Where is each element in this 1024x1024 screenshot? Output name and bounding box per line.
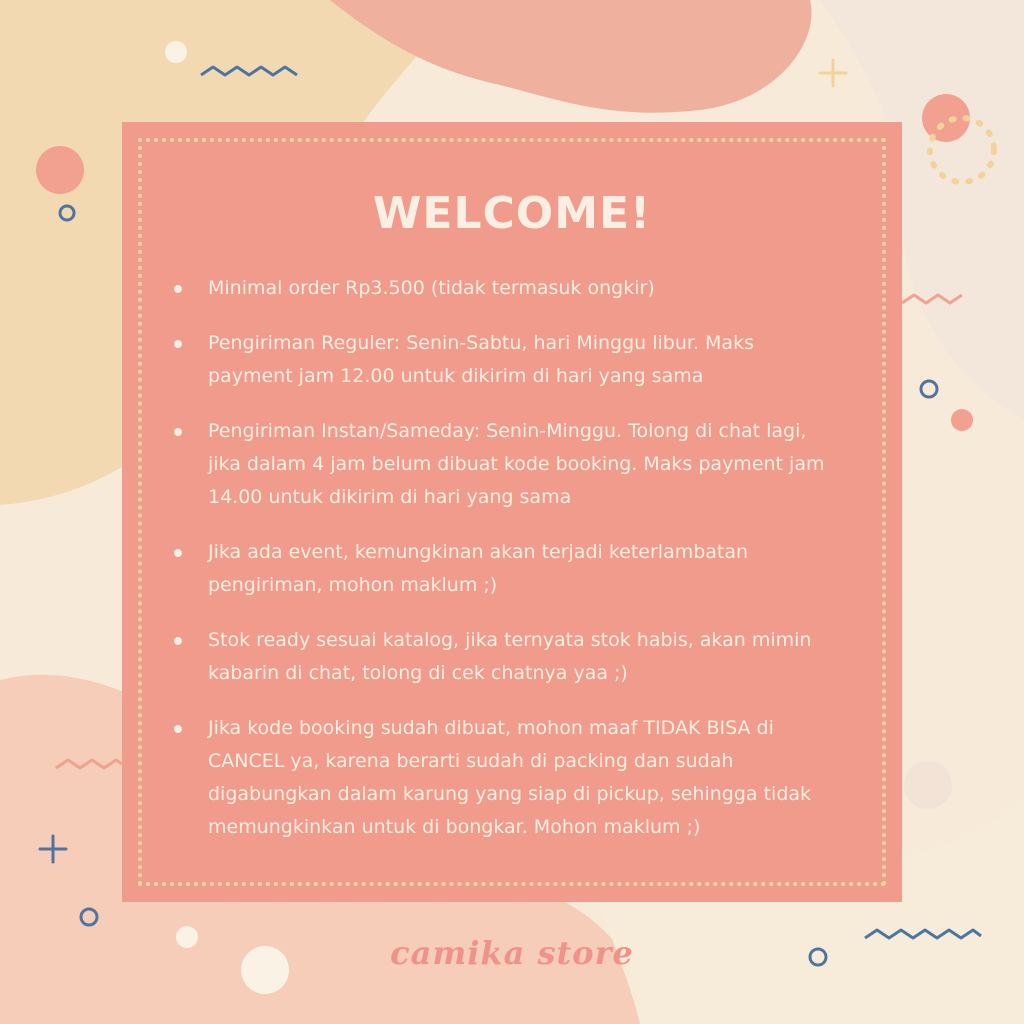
brand-name: camika store xyxy=(390,934,634,972)
rule-text: Stok ready sesuai katalog, jika ternyata stok habis, akan mimin kabarin di chat, tolong di cek chatnya yaa ;) xyxy=(208,629,812,684)
list-item xyxy=(174,327,834,393)
dot-cream xyxy=(165,41,187,63)
list-item xyxy=(174,536,834,602)
ring-blue-right xyxy=(921,381,937,397)
plus-top xyxy=(820,60,846,86)
dot-faint xyxy=(904,761,952,809)
rule-text: Pengiriman Reguler: Senin-Sabtu, hari Minggu libur. Maks payment jam 12.00 untuk dikirim di hari yang sama xyxy=(208,332,754,387)
rules-list xyxy=(174,272,834,866)
rule-text: Jika ada event, kemungkinan akan terjadi keterlambatan pengiriman, mohon maklum ;) xyxy=(208,541,749,596)
bullet-icon xyxy=(174,340,182,348)
list-item xyxy=(174,624,834,690)
dot-peach-small xyxy=(951,409,973,431)
welcome-card xyxy=(122,122,902,902)
welcome-title: WELCOME! xyxy=(372,188,652,239)
bullet-icon xyxy=(174,428,182,436)
rule-text: Jika kode booking sudah dibuat, mohon maaf TIDAK BISA di CANCEL ya, karena berarti sudah di packing dan sudah digabungkan dalam karung yang siap di pickup, sehingga tidak memungkinkan untuk di bongkar. Mohon maklum ;) xyxy=(208,717,812,838)
bullet-icon xyxy=(174,725,182,733)
rule-text: Pengiriman Instan/Sameday: Senin-Minggu. Tolong di chat lagi, jika dalam 4 jam belum dibuat kode booking. Maks payment jam 14.00 untuk dikirim di hari yang sama xyxy=(208,420,825,508)
bullet-icon xyxy=(174,549,182,557)
bullet-icon xyxy=(174,285,182,293)
bullet-icon xyxy=(174,637,182,645)
rule-text: Minimal order Rp3.500 (tidak termasuk ongkir) xyxy=(208,277,655,299)
dot-peach xyxy=(36,146,84,194)
list-item xyxy=(174,712,834,844)
list-item xyxy=(174,415,834,514)
list-item xyxy=(174,272,834,305)
